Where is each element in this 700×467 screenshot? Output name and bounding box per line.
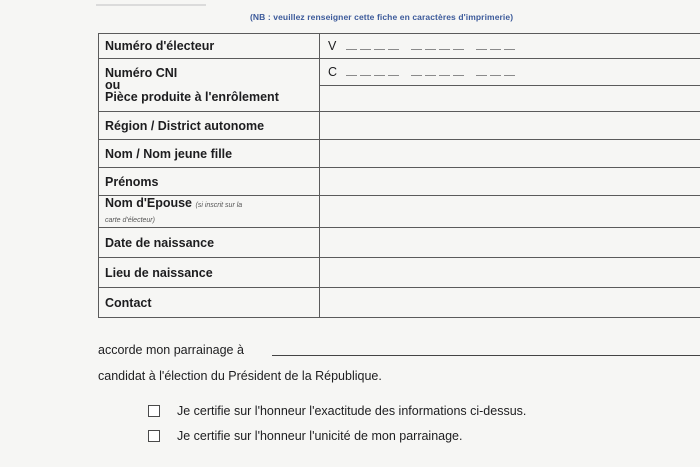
id-card-number-field[interactable] [320,59,700,86]
certification-row-uniqueness [148,429,463,443]
surname-label: Nom / Nom jeune fille [99,140,320,168]
table-row [99,258,700,288]
voter-number-field[interactable] [320,34,700,59]
accuracy-checkbox[interactable] [148,405,160,417]
birth-date-field[interactable] [320,228,700,258]
certification-row-accuracy [148,404,526,418]
voter-number-prefix: V [328,39,337,53]
birth-date-label: Date de naissance [99,228,320,258]
voter-info-table [98,33,700,318]
birth-place-label: Lieu de naissance [99,258,320,288]
id-card-label-line-2: ou [105,78,121,92]
cropped-header-fragment [96,0,206,6]
id-card-prefix: C [328,65,338,79]
table-row [99,140,700,168]
accuracy-certification-text: Je certifie sur l'honneur l'exactitude des informations ci-dessus. [177,404,527,418]
table-row [99,228,700,258]
first-names-label: Prénoms [99,168,320,196]
contact-label: Contact [99,288,320,318]
id-card-label-line-1: Numéro CNI [105,66,178,80]
uniqueness-certification-text: Je certifie sur l'honneur l'unicité de mon parrainage. [177,429,463,443]
id-card-label [99,59,320,112]
table-row [99,288,700,318]
candidate-statement: candidat à l'élection du Président de la République. [98,369,382,383]
spouse-name-note: (si inscrit sur la [195,201,243,209]
spouse-name-label [99,196,320,228]
id-card-digit-blanks [346,65,518,79]
id-card-label-line-3: Pièce produite à l'enrôlement [105,90,279,104]
uniqueness-checkbox[interactable] [148,430,160,442]
spouse-name-note-continued: carte d'électeur) [105,216,155,224]
form-instruction-note: (NB : veuillez renseigner cette fiche en caractères d'imprimerie) [250,12,514,22]
spouse-name-label-text: Nom d'Epouse [105,195,193,210]
id-card-cell [320,59,700,112]
first-names-field[interactable] [320,168,700,196]
birth-place-field[interactable] [320,258,700,288]
enrolment-document-field[interactable] [320,86,700,111]
voter-number-digit-blanks [346,39,518,53]
spouse-name-field[interactable] [320,196,700,228]
surname-field[interactable] [320,140,700,168]
candidate-name-field[interactable] [272,354,700,356]
table-row [99,34,700,59]
voter-number-label: Numéro d'électeur [99,34,320,59]
table-row [99,59,700,112]
region-field[interactable] [320,112,700,140]
contact-field[interactable] [320,288,700,318]
table-row [99,168,700,196]
table-row [99,112,700,140]
region-label: Région / District autonome [99,112,320,140]
sponsorship-statement: accorde mon parrainage à [98,343,244,357]
table-row [99,196,700,228]
